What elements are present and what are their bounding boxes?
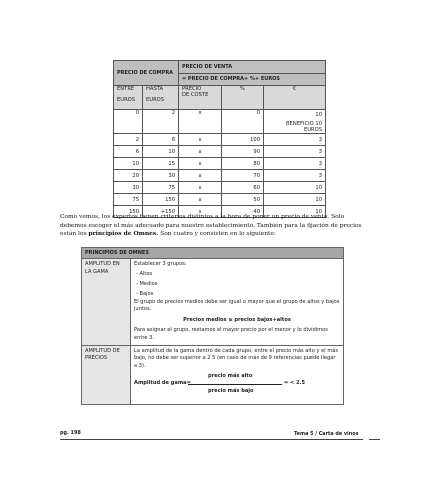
price-cell-from: 6	[114, 146, 143, 158]
price-sub-percent: %	[222, 86, 264, 110]
price-row	[114, 158, 326, 170]
price-cell-x: x	[179, 158, 222, 170]
price-cell-pct: 100	[222, 134, 264, 146]
price-sub-euros-label: EUROS	[117, 97, 136, 104]
price-cell-pct: 50	[222, 194, 264, 206]
price-cell-x: x	[179, 206, 222, 218]
price-sub-euro: €	[264, 86, 326, 110]
price-sub-entre	[114, 86, 143, 110]
price-cell-eur: 10	[264, 194, 326, 206]
price-cell-to: +150	[143, 206, 179, 218]
price-cell-eur: 3	[264, 146, 326, 158]
intro-bold: principios de Omnes.	[88, 230, 159, 238]
row1-intro: Establecer 3 grupos:	[134, 261, 187, 267]
formula-lhs: Amplitud de gama=	[134, 380, 191, 387]
intro-text-2: Son cuatro y consisten en lo siguiente:	[158, 231, 276, 238]
price-cell-pct: 90	[222, 146, 264, 158]
price-cell-from: 150	[114, 206, 143, 218]
price-cell-eur: 3	[264, 158, 326, 170]
price-cell-x: x	[179, 194, 222, 206]
price-cell-x: x	[179, 182, 222, 194]
price-header-compra: PRECIO DE COMPRA	[114, 61, 179, 86]
price-cell-pct: 60	[222, 182, 264, 194]
price-table	[113, 60, 326, 218]
price-row	[114, 134, 326, 146]
price-cell-to: 30	[143, 170, 179, 182]
price-cell-eur: 3	[264, 134, 326, 146]
price-header-formula: = PRECIO DE COMPRA+ %+ EUROS	[179, 73, 326, 86]
row2-text: La amplitud de la gama dentro de cada grupo, entre el precio más alto y el más bajo, no debe ser superior a 2.5 (en caso de más de 9 referencias puede llegar a 3).	[134, 347, 339, 369]
price-cell-to: 2	[143, 110, 179, 134]
price-cell-to: 150	[143, 194, 179, 206]
price-sub-hasta	[143, 86, 179, 110]
formula-fraction-line	[188, 384, 282, 385]
price-cell-pct: 40	[222, 206, 264, 218]
price-cell-eur: 10	[264, 110, 326, 122]
price-row	[114, 146, 326, 158]
row1-item-altos: - Altos	[136, 270, 153, 277]
price-sub-hasta-label: HASTA	[146, 86, 164, 92]
row2-content	[131, 345, 344, 405]
price-cell-eur: 3	[264, 170, 326, 182]
price-cell-eur: 10	[264, 182, 326, 194]
price-cell-from: 2	[114, 134, 143, 146]
price-cell-from: 0	[114, 110, 143, 134]
price-cell-to: 15	[143, 158, 179, 170]
price-cell-pct: 0	[222, 110, 264, 134]
price-sub-euros2-label: EUROS	[146, 97, 165, 104]
intro-paragraph	[60, 213, 364, 239]
row1-text1: El grupo de precios medios debe ser igual o mayor que el grupo de altos y bajos juntos.	[134, 298, 340, 313]
row1-rule: Precios medios ≥ precios bajos+altos	[183, 316, 291, 323]
row1-label: AMPLITUD EN LA GAMA	[82, 259, 131, 346]
formula-denominator: precio más bajo	[208, 388, 254, 395]
price-sub-entre-label: ENTRE	[117, 86, 135, 92]
price-sub-decoste-label: DE COSTE	[182, 92, 209, 99]
row2-label: AMPLITUD DE PRECIOS	[82, 345, 131, 405]
price-cell-pct: 80	[222, 158, 264, 170]
price-row	[114, 182, 326, 194]
price-sub-precio-label: PRECIO	[182, 86, 202, 92]
principles-header: PRINCIPIOS DE OMNES	[82, 248, 344, 259]
footer-page-number: pg. 198	[60, 430, 81, 436]
price-header-venta: PRECIO DE VENTA	[179, 61, 326, 74]
amplitude-formula	[134, 370, 340, 402]
price-table-body	[114, 134, 326, 218]
price-cell-from: 10	[114, 158, 143, 170]
price-cell-to: 6	[143, 134, 179, 146]
price-cell-from: 30	[114, 182, 143, 194]
price-sub-precio	[179, 86, 222, 110]
formula-numerator: precio más alto	[208, 373, 253, 380]
row1-content	[131, 259, 344, 346]
price-cell-to: 75	[143, 182, 179, 194]
intro-text-1: Como vemos, los expertos tienen criterios distintos a la hora de poner un precio de venta. Solo debemos escoger el más adecuado para nuestro establecimiento. También para la fijación de precios están los	[60, 214, 362, 238]
price-cell-to: 10	[143, 146, 179, 158]
price-row	[114, 194, 326, 206]
price-row	[114, 170, 326, 182]
row1-item-bajos: - Bajos	[136, 290, 154, 297]
price-cell-x: x	[179, 134, 222, 146]
footer-rule	[60, 439, 363, 440]
price-cell-x: x	[179, 110, 222, 134]
price-benefit-note: BENEFICIO 10 EUROS	[264, 121, 326, 134]
row1-item-medios: - Medios	[136, 280, 158, 287]
price-cell-x: x	[179, 170, 222, 182]
price-cell-pct: 70	[222, 170, 264, 182]
footer-section: Tema 5 / Carta de vinos	[294, 431, 359, 437]
price-cell-from: 20	[114, 170, 143, 182]
price-cell-x: x	[179, 146, 222, 158]
row1-text2: Para asignar el grupo, restamos el mayor precio por el menor y lo dividimos entre 3.	[134, 327, 328, 341]
price-cell-from: 75	[114, 194, 143, 206]
price-cell-eur: 10	[264, 206, 326, 218]
principles-table	[81, 247, 344, 405]
formula-rhs: = < 2.5	[284, 380, 306, 387]
footer-rule-short	[369, 439, 380, 440]
